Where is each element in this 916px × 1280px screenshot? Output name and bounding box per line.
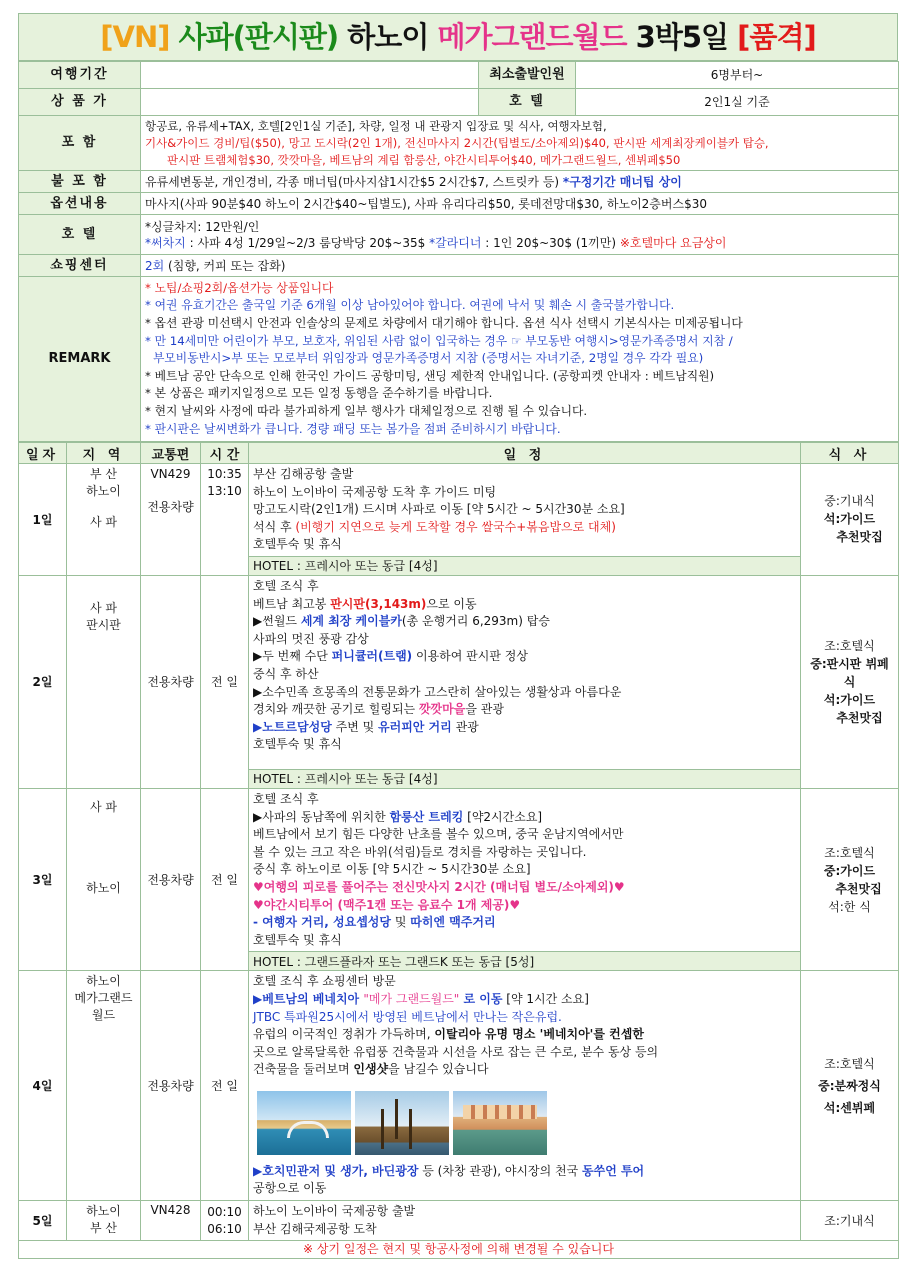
itinerary-line: 중식 후 하산 bbox=[253, 666, 319, 681]
itinerary-highlight: 동쑤언 투어 bbox=[582, 1163, 645, 1178]
meal-item: 석:한 식 bbox=[828, 899, 871, 914]
day1-label: 1일 bbox=[19, 464, 67, 576]
itinerary-text: ▶사파의 동남쪽에 위치한 bbox=[253, 809, 390, 824]
itinerary-highlight: "메가 그랜드월드" bbox=[363, 991, 460, 1006]
region-name: 하노이 bbox=[86, 974, 121, 989]
day2-region bbox=[67, 575, 141, 788]
itinerary-text: 관광 bbox=[451, 719, 479, 734]
product-price-value bbox=[141, 89, 479, 116]
venice-canal-photo bbox=[257, 1091, 351, 1155]
itinerary-page bbox=[18, 13, 898, 1259]
min-people-value: 6명부터~ bbox=[576, 62, 899, 89]
itinerary-highlight: 이탈리아 유명 명소 '베네치아'를 컨셉한 bbox=[434, 1027, 644, 1042]
day5-label: 5일 bbox=[19, 1201, 67, 1241]
remark-item: * 만 14세미만 어린이가 부모, 보호자, 위임된 사람 없이 입국하는 경우 ☞ 부모동반 여행시>영문가족증명서 지참 / bbox=[145, 333, 733, 348]
itinerary-line: 호텔 조식 후 bbox=[253, 791, 319, 806]
meal-item: 중:가이드 bbox=[823, 863, 876, 878]
meal-item: 추천맛집 bbox=[836, 710, 883, 725]
itinerary-note: (비행기 지연으로 늦게 도착할 경우 쌀국수+볶음밥으로 대체) bbox=[295, 519, 616, 534]
itinerary-text: [약2시간소요] bbox=[463, 809, 543, 824]
itinerary-line: 부산 김해국제공항 도착 bbox=[253, 1221, 377, 1236]
header-day: 일자 bbox=[19, 443, 67, 464]
day3-region bbox=[67, 788, 141, 970]
itinerary-line: 중식 후 하노이로 이동 [약 5시간 ~ 5시간30분 소요] bbox=[253, 862, 531, 877]
itinerary-line bbox=[253, 991, 796, 1009]
schedule-header bbox=[19, 443, 899, 464]
region-name: 메가그랜드 bbox=[74, 991, 133, 1006]
day4-time: 전 일 bbox=[201, 971, 249, 1201]
include-line3: 판시판 트램체험$30, 깟깟마을, 베트남의 계림 함룽산, 야간시티투어$40, 메가그랜드월드, 센뷔페$50 bbox=[167, 152, 681, 167]
itinerary-text: ▶두 번째 수단 bbox=[253, 649, 332, 664]
info-row-period bbox=[19, 62, 899, 89]
day1-time bbox=[201, 464, 249, 576]
title-hanoi: 하노이 bbox=[347, 20, 429, 54]
day2-hotel: HOTEL : 프레시아 또는 동급 [4성] bbox=[249, 769, 801, 788]
itinerary-line: 호텔투숙 및 휴식 bbox=[253, 932, 342, 947]
meal-item: 조:호텔식 bbox=[824, 845, 875, 860]
itinerary-line bbox=[253, 596, 796, 614]
day4-transport: 전용차량 bbox=[141, 971, 201, 1201]
itinerary-highlight: 깟깟마을 bbox=[418, 702, 466, 717]
itinerary-line bbox=[253, 1009, 796, 1027]
itinerary-text: 베트남 최고봉 bbox=[253, 596, 331, 611]
hotel-label: 호 텔 bbox=[479, 89, 576, 116]
day5-itinerary bbox=[249, 1201, 801, 1241]
day2-row bbox=[19, 575, 899, 769]
itinerary-line: 부산 김해공항 출발 bbox=[253, 467, 354, 481]
day4-meals bbox=[801, 971, 899, 1201]
gala-dinner-label: *갈라디너 bbox=[429, 235, 482, 250]
info-row-remark bbox=[19, 277, 899, 442]
meal-item: 석:센뷔페 bbox=[823, 1100, 876, 1115]
hotel-charge-value bbox=[141, 215, 899, 255]
meal-item: 중:분짜정식 bbox=[818, 1078, 881, 1093]
region-name: 월드 bbox=[91, 1008, 116, 1023]
meal-item: 중:기내식 bbox=[824, 494, 875, 509]
single-charge: *싱글차지: 12만원/인 bbox=[145, 219, 260, 234]
itinerary-text: JTBC 특파원25시에서 방영된 베트남에서 만나는 작은유럽. bbox=[253, 1009, 562, 1024]
region-name: 하노이 bbox=[86, 1204, 121, 1219]
header-time: 시 간 bbox=[201, 443, 249, 464]
footer-note: ※ 상기 일정은 현지 및 항공사정에 의해 변경될 수 있습니다 bbox=[19, 1241, 899, 1259]
itinerary-text: 으로 이동 bbox=[426, 596, 477, 611]
day3-hotel: HOTEL : 그랜드플라자 또는 그랜드K 또는 동급 [5성] bbox=[249, 952, 801, 971]
title-grade: [품격] bbox=[737, 20, 816, 54]
title-country: [VN] bbox=[100, 20, 170, 54]
exclude-label: 불 포 함 bbox=[19, 171, 141, 193]
itinerary-text: 및 bbox=[391, 915, 411, 930]
remark-item: * 베트남 공안 단속으로 인해 한국인 가이드 공항미팅, 샌딩 제한적 안내입니다. (공항피켓 안내자 : 베트남직원) bbox=[145, 368, 715, 383]
remark-item: 부모비동반시>부 또는 모로부터 위임장과 영문가족증명서 지참 (증명서는 자녀기준, 2명일 경우 각각 필요) bbox=[153, 351, 704, 366]
itinerary-text: 석식 후 bbox=[253, 519, 296, 534]
meal-item: 추천맛집 bbox=[836, 530, 883, 545]
info-row-hotel-charge bbox=[19, 215, 899, 255]
itinerary-highlight: 로 이동 bbox=[459, 991, 503, 1006]
region-name: 판시판 bbox=[86, 617, 121, 632]
info-row-shopping bbox=[19, 255, 899, 277]
remark-item: * 본 상품은 패키지일정으로 모든 일정 동행을 준수하기를 바랍니다. bbox=[145, 386, 493, 401]
exclude-value bbox=[141, 171, 899, 193]
itinerary-line: 공항으로 이동 bbox=[253, 1181, 327, 1196]
itinerary-text: 경치와 깨끗한 공기로 힐링되는 bbox=[253, 702, 419, 717]
header-meal: 식 사 bbox=[801, 443, 899, 464]
surcharge-label: *써차지 bbox=[145, 235, 186, 250]
itinerary-line: 하노이 노이바이 국제공항 도착 후 가이드 미팅 bbox=[253, 484, 497, 499]
day3-row bbox=[19, 788, 899, 951]
itinerary-line bbox=[253, 701, 796, 719]
day2-transport: 전용차량 bbox=[141, 575, 201, 788]
shopping-text: (침향, 커피 또는 잡화) bbox=[164, 258, 286, 273]
day3-transport: 전용차량 bbox=[141, 788, 201, 970]
remark-item: * 노팁/쇼핑2회/옵션가능 상품입니다 bbox=[145, 280, 334, 295]
title-duration: 3박5일 bbox=[635, 20, 729, 54]
transport-type: 전용차량 bbox=[147, 500, 194, 514]
footer-row bbox=[19, 1241, 899, 1259]
option-value: 마사지(사파 90분$40 하노이 2시간$40~팁별도), 사파 유리다리$50, 롯데전망대$30, 하노이2층버스$30 bbox=[141, 193, 899, 215]
day4-itinerary bbox=[249, 971, 801, 1201]
itinerary-line: 볼 수 있는 크고 작은 바위(석림)들로 경치를 자랑하는 곳입니다. bbox=[253, 844, 587, 859]
shopping-value bbox=[141, 255, 899, 277]
itinerary-highlight: 유러피안 거리 bbox=[378, 719, 452, 734]
itinerary-highlight: ▶호치민관저 및 생가, 바딘광장 bbox=[253, 1163, 419, 1178]
itinerary-highlight: ▶노트르담성당 bbox=[253, 719, 332, 734]
itinerary-line: 호텔 조식 후 bbox=[253, 578, 319, 593]
day4-region bbox=[67, 971, 141, 1201]
itinerary-text: 건축물을 둘러보며 bbox=[253, 1062, 354, 1077]
hotel-value: 2인1실 기준 bbox=[576, 89, 899, 116]
itinerary-line: 망고도시락(2인1개) 드시며 사파로 이동 [약 5시간 ~ 5시간30분 소요] bbox=[253, 502, 625, 517]
itinerary-line: ▶소수민족 흐몽족의 전통문화가 고스란히 살아있는 생활상과 아름다운 bbox=[253, 684, 622, 699]
day1-transport bbox=[141, 464, 201, 576]
itinerary-line bbox=[253, 809, 796, 827]
info-row-exclude bbox=[19, 171, 899, 193]
shopping-count: 2회 bbox=[145, 258, 165, 273]
photo-strip bbox=[257, 1091, 796, 1155]
min-people-label: 최소출발인원 bbox=[479, 62, 576, 89]
itinerary-line: 호텔투숙 및 휴식 bbox=[253, 737, 342, 752]
itinerary-line: 호텔투숙 및 휴식 bbox=[253, 537, 342, 552]
itinerary-line bbox=[253, 519, 796, 537]
page-title bbox=[18, 13, 898, 61]
region-name: 부 산 bbox=[90, 1221, 117, 1236]
exclude-text: 유류세변동분, 개인경비, 각종 매너팁(마사지샵1시간$5 2시간$7, 스트릿카 등) bbox=[145, 174, 560, 189]
surcharge-text: : 사파 4성 1/29일~2/3 룸당박당 20$~35$ bbox=[185, 235, 426, 250]
shopping-label: 쇼핑센터 bbox=[19, 255, 141, 277]
itinerary-highlight: 함룽산 트레킹 bbox=[389, 809, 464, 824]
grand-world-street-photo bbox=[453, 1091, 547, 1155]
info-table bbox=[18, 61, 899, 442]
itinerary-text: 유럽의 이국적인 정취가 가득하며, bbox=[253, 1027, 435, 1042]
day4-row bbox=[19, 971, 899, 1201]
day5-time bbox=[201, 1201, 249, 1241]
header-transport: 교통편 bbox=[141, 443, 201, 464]
info-row-include bbox=[19, 116, 899, 171]
include-label: 포 함 bbox=[19, 116, 141, 171]
include-line1: 항공료, 유류세+TAX, 호텔[2인1실 기준], 차량, 일정 내 관광지 입장료 및 식사, 여행자보험, bbox=[145, 118, 607, 133]
region-name: 사 파 bbox=[90, 600, 117, 615]
itinerary-text: 등 (차창 관광), 야시장의 천국 bbox=[418, 1163, 583, 1178]
remark-item: * 여권 유효기간은 출국일 기준 6개월 이상 남아있어야 합니다. 여권에 낙서 및 훼손 시 출국불가합니다. bbox=[145, 298, 675, 313]
title-sapa: 사파(판시판) bbox=[178, 20, 339, 54]
day1-meals bbox=[801, 464, 899, 576]
itinerary-highlight: - 여행자 거리, 성요셉성당 bbox=[253, 915, 391, 930]
time-value: 06:10 bbox=[207, 1221, 242, 1236]
day1-row bbox=[19, 464, 899, 557]
itinerary-line bbox=[253, 613, 796, 631]
day2-itinerary bbox=[249, 575, 801, 769]
itinerary-line: 사파의 멋진 풍광 감상 bbox=[253, 631, 369, 646]
surcharge-line bbox=[145, 235, 894, 251]
region-name: 하노이 bbox=[86, 880, 121, 895]
info-row-price bbox=[19, 89, 899, 116]
itinerary-highlight: 세계 최장 케이블카 bbox=[300, 614, 402, 629]
day1-hotel: HOTEL : 프레시아 또는 동급 [4성] bbox=[249, 556, 801, 575]
itinerary-line: ♥야간시티투어 (맥주1캔 또는 음료수 1개 제공)♥ bbox=[253, 897, 521, 912]
product-price-label: 상 품 가 bbox=[19, 89, 141, 116]
meal-item: 조:호텔식 bbox=[824, 638, 875, 653]
itinerary-line: 베트남에서 보기 힘든 다양한 난초를 볼수 있으며, 중국 운남지역에서만 bbox=[253, 827, 624, 842]
day5-region bbox=[67, 1201, 141, 1241]
itinerary-line: ♥여행의 피로를 풀어주는 전신맛사지 2시간 (매너팁 별도/소아제외)♥ bbox=[253, 879, 625, 894]
region-name: 사 파 bbox=[90, 799, 117, 814]
itinerary-line bbox=[253, 914, 796, 932]
meal-item: 중:판시판 뷔페식 bbox=[810, 656, 889, 689]
itinerary-text: 주변 및 bbox=[331, 719, 379, 734]
itinerary-line bbox=[253, 1061, 796, 1079]
itinerary-line bbox=[253, 719, 796, 737]
region-name: 사 파 bbox=[90, 515, 117, 529]
include-value bbox=[141, 116, 899, 171]
day3-meals bbox=[801, 788, 899, 970]
day2-label: 2일 bbox=[19, 575, 67, 788]
hotel-charge-label: 호 텔 bbox=[19, 215, 141, 255]
flight-number: VN429 bbox=[150, 467, 191, 481]
day3-time: 전 일 bbox=[201, 788, 249, 970]
day1-itinerary bbox=[249, 464, 801, 557]
gondola-ship-photo bbox=[355, 1091, 449, 1155]
day2-time: 전 일 bbox=[201, 575, 249, 788]
meal-item: 추천맛집 bbox=[835, 881, 882, 896]
gala-dinner-text: : 1인 20$~30$ (1끼만) bbox=[481, 235, 617, 250]
time-value: 00:10 bbox=[207, 1204, 242, 1219]
itinerary-line bbox=[253, 1026, 796, 1044]
itinerary-highlight: 퍼니큘러(트램) bbox=[331, 649, 413, 664]
itinerary-highlight: ▶베트남의 베네치아 bbox=[253, 991, 364, 1006]
itinerary-highlight: 인생샷 bbox=[353, 1062, 389, 1077]
itinerary-line: 곳으로 알록달록한 유럽풍 건축물과 시선을 사로 잡는 큰 수로, 분수 동상 등의 bbox=[253, 1044, 659, 1059]
period-label: 여행기간 bbox=[19, 62, 141, 89]
day2-meals bbox=[801, 575, 899, 788]
meal-item: 석:가이드 bbox=[823, 692, 876, 707]
remark-item: * 현지 날씨와 사정에 따라 불가피하게 일부 행사가 대체일정으로 진행 될 수 있습니다. bbox=[145, 403, 588, 418]
time-value: 10:35 bbox=[207, 467, 242, 481]
day5-meals: 조:기내식 bbox=[801, 1201, 899, 1241]
day5-flight: VN428 bbox=[141, 1201, 201, 1241]
info-row-option bbox=[19, 193, 899, 215]
region-name: 하노이 bbox=[86, 484, 121, 498]
option-label: 옵션내용 bbox=[19, 193, 141, 215]
region-name: 부 산 bbox=[90, 467, 117, 481]
remark-item: * 옵션 관광 미선택시 안전과 인솔상의 문제로 차량에서 대기해야 합니다. 옵션 식사 선택시 기본식사는 미제공됩니다 bbox=[145, 316, 743, 331]
header-region: 지 역 bbox=[67, 443, 141, 464]
itinerary-line: 하노이 노이바이 국제공항 출발 bbox=[253, 1204, 416, 1219]
itinerary-text: ▶썬월드 bbox=[253, 614, 301, 629]
itinerary-line bbox=[253, 1163, 796, 1181]
header-itinerary: 일 정 bbox=[249, 443, 801, 464]
itinerary-text: [약 1시간 소요] bbox=[502, 991, 589, 1006]
remark-list bbox=[141, 277, 899, 442]
day3-itinerary bbox=[249, 788, 801, 951]
title-megagrandworld: 메가그랜드월드 bbox=[437, 20, 627, 54]
itinerary-text: 을 관광 bbox=[465, 702, 504, 717]
itinerary-highlight: 판시판(3,143m) bbox=[330, 596, 427, 611]
schedule-table bbox=[18, 442, 899, 1259]
period-value bbox=[141, 62, 479, 89]
meal-item: 조:호텔식 bbox=[824, 1056, 875, 1071]
remark-item: * 판시판은 날씨변화가 큽니다. 경량 패딩 또는 봄가을 점퍼 준비하시기 바랍니다. bbox=[145, 421, 561, 436]
exclude-note: *구정기간 매너팁 상이 bbox=[562, 174, 682, 189]
day4-label: 4일 bbox=[19, 971, 67, 1201]
itinerary-highlight: 따히엔 맥주거리 bbox=[410, 915, 496, 930]
day1-region bbox=[67, 464, 141, 576]
itinerary-line: 호텔 조식 후 쇼핑센터 방문 bbox=[253, 974, 396, 989]
day3-label: 3일 bbox=[19, 788, 67, 970]
include-line2: 기사&가이드 경비/팁($50), 망고 도시락(2인 1개), 전신마사지 2시간(팁별도/소아제외)$40, 판시판 세계최장케이블카 탑승, bbox=[145, 135, 769, 150]
hotel-price-note: ※호텔마다 요금상이 bbox=[619, 235, 727, 250]
time-value: 13:10 bbox=[207, 484, 242, 498]
itinerary-text: 이용하여 판시판 정상 bbox=[412, 649, 528, 664]
day5-row bbox=[19, 1201, 899, 1241]
remark-label: REMARK bbox=[19, 277, 141, 442]
itinerary-line bbox=[253, 648, 796, 666]
itinerary-text: 을 남길수 있습니다 bbox=[388, 1062, 489, 1077]
meal-item: 석:가이드 bbox=[823, 512, 876, 527]
itinerary-text: (총 운행거리 6,293m) 탑승 bbox=[401, 614, 550, 629]
